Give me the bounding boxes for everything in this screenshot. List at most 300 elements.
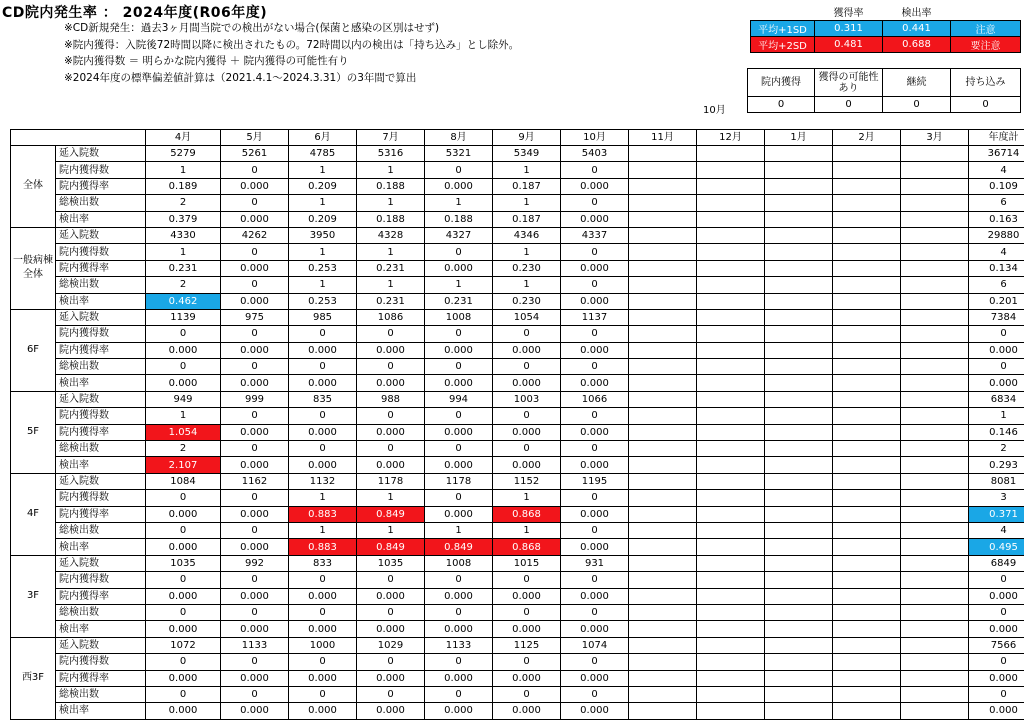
- value-cell: [833, 490, 901, 506]
- value-cell: [833, 408, 901, 424]
- value-cell: 1008: [425, 555, 493, 571]
- value-cell: 0.000: [561, 424, 629, 440]
- value-cell: 0.000: [221, 506, 289, 522]
- total-cell: 0: [969, 572, 1024, 588]
- value-cell: 0.000: [561, 211, 629, 227]
- value-cell: [629, 277, 697, 293]
- value-cell: 1125: [493, 637, 561, 653]
- value-cell: 2: [146, 441, 221, 457]
- value-cell: 1: [357, 490, 425, 506]
- value-cell: 0.000: [357, 670, 425, 686]
- group-label: 全体: [11, 146, 56, 228]
- row-label: 院内獲得数: [56, 490, 146, 506]
- value-cell: 1: [289, 277, 357, 293]
- value-cell: 0: [221, 408, 289, 424]
- value-cell: [697, 375, 765, 391]
- value-cell: [833, 555, 901, 571]
- value-cell: 0.000: [425, 375, 493, 391]
- value-cell: 0.000: [425, 621, 493, 637]
- value-cell: 0.000: [289, 621, 357, 637]
- total-cell: 0: [969, 654, 1024, 670]
- value-cell: [697, 686, 765, 702]
- value-cell: 2: [146, 277, 221, 293]
- value-cell: 0.000: [221, 211, 289, 227]
- value-cell: 0: [425, 654, 493, 670]
- value-cell: [901, 342, 969, 358]
- value-cell: [765, 293, 833, 309]
- value-cell: 1066: [561, 391, 629, 407]
- value-cell: 0.000: [561, 375, 629, 391]
- table-row: [11, 621, 1024, 637]
- row-label: 検出率: [56, 375, 146, 391]
- value-cell: 0: [561, 326, 629, 342]
- row-label: 延入院数: [56, 309, 146, 325]
- value-cell: 0.000: [221, 342, 289, 358]
- value-cell: 4337: [561, 227, 629, 243]
- value-cell: 0.849: [357, 506, 425, 522]
- group-label: 5F: [11, 391, 56, 473]
- value-cell: [697, 572, 765, 588]
- value-cell: 0.000: [561, 539, 629, 555]
- value-cell: 1: [289, 490, 357, 506]
- value-cell: 1195: [561, 473, 629, 489]
- value-cell: [833, 375, 901, 391]
- total-cell: 0.109: [969, 178, 1024, 194]
- value-cell: 1: [493, 195, 561, 211]
- row-label: 検出率: [56, 211, 146, 227]
- value-cell: [629, 522, 697, 538]
- total-cell: 0.163: [969, 211, 1024, 227]
- table-row: [11, 424, 1024, 440]
- value-cell: [901, 654, 969, 670]
- table-row: [11, 703, 1024, 719]
- table-row: [11, 457, 1024, 473]
- value-cell: 0.000: [289, 424, 357, 440]
- value-cell: 1: [146, 162, 221, 178]
- value-cell: [629, 260, 697, 276]
- value-cell: [697, 227, 765, 243]
- table-row: [11, 441, 1024, 457]
- value-cell: 0: [289, 359, 357, 375]
- value-cell: [697, 457, 765, 473]
- table-row: [11, 178, 1024, 194]
- value-cell: [833, 391, 901, 407]
- value-cell: [765, 686, 833, 702]
- total-cell: 0: [969, 604, 1024, 620]
- value-cell: 0: [357, 359, 425, 375]
- value-cell: [697, 359, 765, 375]
- value-cell: 0: [561, 244, 629, 260]
- table-row: [11, 342, 1024, 358]
- total-header: 年度計: [969, 130, 1024, 146]
- value-cell: [629, 408, 697, 424]
- value-cell: [765, 572, 833, 588]
- value-cell: [765, 391, 833, 407]
- total-cell: 7566: [969, 637, 1024, 653]
- total-cell: 8081: [969, 473, 1024, 489]
- value-cell: 0.000: [493, 588, 561, 604]
- value-cell: [901, 637, 969, 653]
- value-cell: 0: [561, 522, 629, 538]
- value-cell: 0.000: [146, 375, 221, 391]
- month-header: 7月: [357, 130, 425, 146]
- total-cell: 0.146: [969, 424, 1024, 440]
- value-cell: 0: [357, 441, 425, 457]
- value-cell: 0.000: [561, 178, 629, 194]
- value-cell: 0.379: [146, 211, 221, 227]
- value-cell: [833, 654, 901, 670]
- value-cell: [697, 146, 765, 162]
- total-cell: 0.000: [969, 588, 1024, 604]
- value-cell: [765, 326, 833, 342]
- value-cell: [833, 588, 901, 604]
- value-cell: 0.000: [146, 703, 221, 719]
- value-cell: [833, 572, 901, 588]
- value-cell: 0.231: [425, 293, 493, 309]
- row-label: 院内獲得率: [56, 670, 146, 686]
- value-cell: 0.000: [146, 670, 221, 686]
- value-cell: 0.000: [493, 670, 561, 686]
- value-cell: [765, 539, 833, 555]
- value-cell: [765, 424, 833, 440]
- value-cell: [901, 211, 969, 227]
- value-cell: [833, 195, 901, 211]
- value-cell: [901, 621, 969, 637]
- value-cell: [833, 146, 901, 162]
- value-cell: [629, 473, 697, 489]
- value-cell: [629, 146, 697, 162]
- counts-header: 院内獲得: [748, 69, 815, 97]
- counts-value: 0: [815, 97, 883, 113]
- value-cell: [833, 342, 901, 358]
- value-cell: [629, 441, 697, 457]
- value-cell: 0: [561, 572, 629, 588]
- table-row: [11, 490, 1024, 506]
- value-cell: 0.000: [289, 342, 357, 358]
- value-cell: 0: [561, 654, 629, 670]
- value-cell: 0.000: [561, 621, 629, 637]
- value-cell: 4785: [289, 146, 357, 162]
- value-cell: 1035: [146, 555, 221, 571]
- value-cell: [901, 572, 969, 588]
- month-header: 4月: [146, 130, 221, 146]
- value-cell: 0: [221, 572, 289, 588]
- value-cell: [629, 588, 697, 604]
- value-cell: 0: [357, 408, 425, 424]
- total-cell: 4: [969, 162, 1024, 178]
- value-cell: [629, 572, 697, 588]
- value-cell: 1035: [357, 555, 425, 571]
- total-cell: 0.000: [969, 375, 1024, 391]
- value-cell: 0: [425, 359, 493, 375]
- legend-det-2sd: 0.688: [883, 36, 951, 52]
- value-cell: 0: [561, 604, 629, 620]
- row-label: 総検出数: [56, 277, 146, 293]
- value-cell: [833, 473, 901, 489]
- value-cell: 1054: [493, 309, 561, 325]
- row-label: 延入院数: [56, 146, 146, 162]
- value-cell: 0.000: [146, 506, 221, 522]
- value-cell: 0: [561, 277, 629, 293]
- value-cell: 0: [221, 244, 289, 260]
- value-cell: [629, 490, 697, 506]
- group-label: 4F: [11, 473, 56, 555]
- value-cell: 0: [289, 326, 357, 342]
- value-cell: 0: [146, 572, 221, 588]
- table-row: [11, 572, 1024, 588]
- value-cell: [697, 506, 765, 522]
- value-cell: 0.000: [561, 293, 629, 309]
- value-cell: [697, 326, 765, 342]
- value-cell: 985: [289, 309, 357, 325]
- value-cell: 1: [425, 522, 493, 538]
- value-cell: 0.000: [357, 375, 425, 391]
- value-cell: 0.000: [425, 260, 493, 276]
- value-cell: 0.883: [289, 539, 357, 555]
- value-cell: [629, 686, 697, 702]
- value-cell: 0.849: [357, 539, 425, 555]
- value-cell: [629, 539, 697, 555]
- value-cell: 4330: [146, 227, 221, 243]
- value-cell: 0.868: [493, 506, 561, 522]
- value-cell: [765, 260, 833, 276]
- value-cell: 0.209: [289, 211, 357, 227]
- table-row: [11, 326, 1024, 342]
- value-cell: 0: [221, 490, 289, 506]
- value-cell: [765, 490, 833, 506]
- total-cell: 6: [969, 195, 1024, 211]
- counts-value: 0: [951, 97, 1021, 113]
- value-cell: 1: [289, 162, 357, 178]
- total-cell: 0.293: [969, 457, 1024, 473]
- value-cell: 994: [425, 391, 493, 407]
- value-cell: [697, 260, 765, 276]
- value-cell: 0: [289, 441, 357, 457]
- value-cell: [765, 309, 833, 325]
- value-cell: [833, 703, 901, 719]
- table-row: [11, 522, 1024, 538]
- value-cell: 5261: [221, 146, 289, 162]
- value-cell: [697, 162, 765, 178]
- total-cell: 0.000: [969, 621, 1024, 637]
- table-row: [11, 408, 1024, 424]
- value-cell: 0.000: [357, 457, 425, 473]
- value-cell: [765, 637, 833, 653]
- value-cell: 0: [221, 195, 289, 211]
- value-cell: [765, 359, 833, 375]
- value-cell: 0: [425, 441, 493, 457]
- value-cell: 2.107: [146, 457, 221, 473]
- table-row: [11, 604, 1024, 620]
- value-cell: [833, 604, 901, 620]
- row-label: 院内獲得率: [56, 260, 146, 276]
- note-line: ※院内獲得：入院後72時間以降に検出されたもの。72時間以内の検出は「持ち込み」とし除外。: [64, 38, 520, 51]
- row-label: 院内獲得率: [56, 178, 146, 194]
- row-label: 検出率: [56, 457, 146, 473]
- value-cell: 0.849: [425, 539, 493, 555]
- value-cell: [765, 178, 833, 194]
- value-cell: 0.230: [493, 293, 561, 309]
- value-cell: [833, 260, 901, 276]
- legend-header-det: 検出率: [901, 8, 932, 20]
- value-cell: 0.000: [561, 703, 629, 719]
- value-cell: 0: [146, 522, 221, 538]
- value-cell: [901, 457, 969, 473]
- note-line: ※院内獲得数 ＝ 明らかな院内獲得 ＋ 院内獲得の可能性有り: [64, 55, 349, 67]
- table-row: [11, 293, 1024, 309]
- total-cell: 0: [969, 359, 1024, 375]
- value-cell: [697, 293, 765, 309]
- value-cell: 0.000: [357, 588, 425, 604]
- value-cell: 1: [289, 522, 357, 538]
- value-cell: [765, 654, 833, 670]
- value-cell: [901, 555, 969, 571]
- total-cell: 0.000: [969, 703, 1024, 719]
- row-label: 検出率: [56, 293, 146, 309]
- value-cell: 0.000: [221, 588, 289, 604]
- value-cell: [901, 277, 969, 293]
- value-cell: [629, 604, 697, 620]
- month-header: 3月: [901, 130, 969, 146]
- value-cell: 0.188: [357, 211, 425, 227]
- value-cell: [901, 162, 969, 178]
- value-cell: [629, 359, 697, 375]
- value-cell: 1008: [425, 309, 493, 325]
- notes: [64, 20, 519, 86]
- month-header: 5月: [221, 130, 289, 146]
- total-cell: 0: [969, 326, 1024, 342]
- value-cell: 0.000: [493, 375, 561, 391]
- value-cell: 1003: [493, 391, 561, 407]
- value-cell: 0.000: [221, 424, 289, 440]
- value-cell: 1152: [493, 473, 561, 489]
- table-row: [11, 473, 1024, 489]
- table-row: [11, 555, 1024, 571]
- note-line: ※2024年度の標準偏差値計算は（2021.4.1～2024.3.31）の3年間で算出: [64, 71, 417, 84]
- value-cell: [765, 162, 833, 178]
- counts-header: 持ち込み: [951, 69, 1021, 97]
- value-cell: 0.000: [425, 670, 493, 686]
- value-cell: [765, 457, 833, 473]
- threshold-legend: [750, 4, 1021, 53]
- value-cell: [901, 686, 969, 702]
- value-cell: [697, 703, 765, 719]
- value-cell: 0.231: [146, 260, 221, 276]
- value-cell: [901, 408, 969, 424]
- value-cell: 1074: [561, 637, 629, 653]
- value-cell: 1178: [425, 473, 493, 489]
- value-cell: 0.000: [425, 178, 493, 194]
- table-row: [11, 146, 1024, 162]
- table-row: [11, 244, 1024, 260]
- value-cell: [833, 326, 901, 342]
- value-cell: 1: [425, 277, 493, 293]
- value-cell: 1133: [221, 637, 289, 653]
- total-cell: 0.000: [969, 342, 1024, 358]
- row-label: 総検出数: [56, 522, 146, 538]
- value-cell: [697, 490, 765, 506]
- value-cell: 1: [146, 408, 221, 424]
- month-header: 1月: [765, 130, 833, 146]
- value-cell: 0.188: [357, 178, 425, 194]
- month-header: 12月: [697, 130, 765, 146]
- value-cell: 5349: [493, 146, 561, 162]
- value-cell: 0.000: [357, 424, 425, 440]
- incidence-table: [10, 129, 1024, 720]
- value-cell: [697, 670, 765, 686]
- value-cell: [697, 342, 765, 358]
- value-cell: 1: [493, 522, 561, 538]
- value-cell: [697, 654, 765, 670]
- value-cell: 0: [357, 604, 425, 620]
- value-cell: 1072: [146, 637, 221, 653]
- table-row: [11, 359, 1024, 375]
- legend-status-1sd: 注意: [951, 20, 1021, 36]
- value-cell: 0.000: [146, 621, 221, 637]
- value-cell: [765, 588, 833, 604]
- value-cell: [833, 178, 901, 194]
- value-cell: 0: [146, 359, 221, 375]
- counts-month: 10月: [703, 105, 726, 116]
- value-cell: [901, 195, 969, 211]
- total-cell: 29880: [969, 227, 1024, 243]
- row-label: 延入院数: [56, 227, 146, 243]
- value-cell: 0: [221, 441, 289, 457]
- value-cell: [765, 604, 833, 620]
- value-cell: [833, 309, 901, 325]
- value-cell: [629, 703, 697, 719]
- value-cell: 0.000: [221, 703, 289, 719]
- legend-label-2sd: 平均+2SD: [751, 36, 815, 52]
- value-cell: 0: [221, 277, 289, 293]
- value-cell: 931: [561, 555, 629, 571]
- value-cell: [697, 588, 765, 604]
- legend-det-1sd: 0.441: [883, 20, 951, 36]
- row-label: 総検出数: [56, 441, 146, 457]
- value-cell: 4328: [357, 227, 425, 243]
- value-cell: 0: [561, 686, 629, 702]
- value-cell: [765, 342, 833, 358]
- row-label: 院内獲得数: [56, 326, 146, 342]
- value-cell: 0: [357, 326, 425, 342]
- row-label: 検出率: [56, 703, 146, 719]
- value-cell: [901, 309, 969, 325]
- value-cell: 0.000: [493, 424, 561, 440]
- value-cell: 1: [289, 244, 357, 260]
- value-cell: [901, 424, 969, 440]
- value-cell: 1: [357, 162, 425, 178]
- value-cell: 1162: [221, 473, 289, 489]
- value-cell: [765, 408, 833, 424]
- value-cell: [901, 588, 969, 604]
- value-cell: 0.000: [289, 670, 357, 686]
- value-cell: 4262: [221, 227, 289, 243]
- value-cell: [833, 539, 901, 555]
- value-cell: 0: [425, 162, 493, 178]
- value-cell: 4327: [425, 227, 493, 243]
- value-cell: 1132: [289, 473, 357, 489]
- page-title: CD院内発生率 ： 2024年度(R06年度): [2, 5, 268, 21]
- table-row: [11, 260, 1024, 276]
- value-cell: 0.000: [493, 457, 561, 473]
- value-cell: 0.000: [221, 178, 289, 194]
- legend-label-1sd: 平均+1SD: [751, 20, 815, 36]
- row-label: 検出率: [56, 539, 146, 555]
- month-header: 9月: [493, 130, 561, 146]
- table-row: [11, 277, 1024, 293]
- value-cell: 1000: [289, 637, 357, 653]
- value-cell: 0: [289, 572, 357, 588]
